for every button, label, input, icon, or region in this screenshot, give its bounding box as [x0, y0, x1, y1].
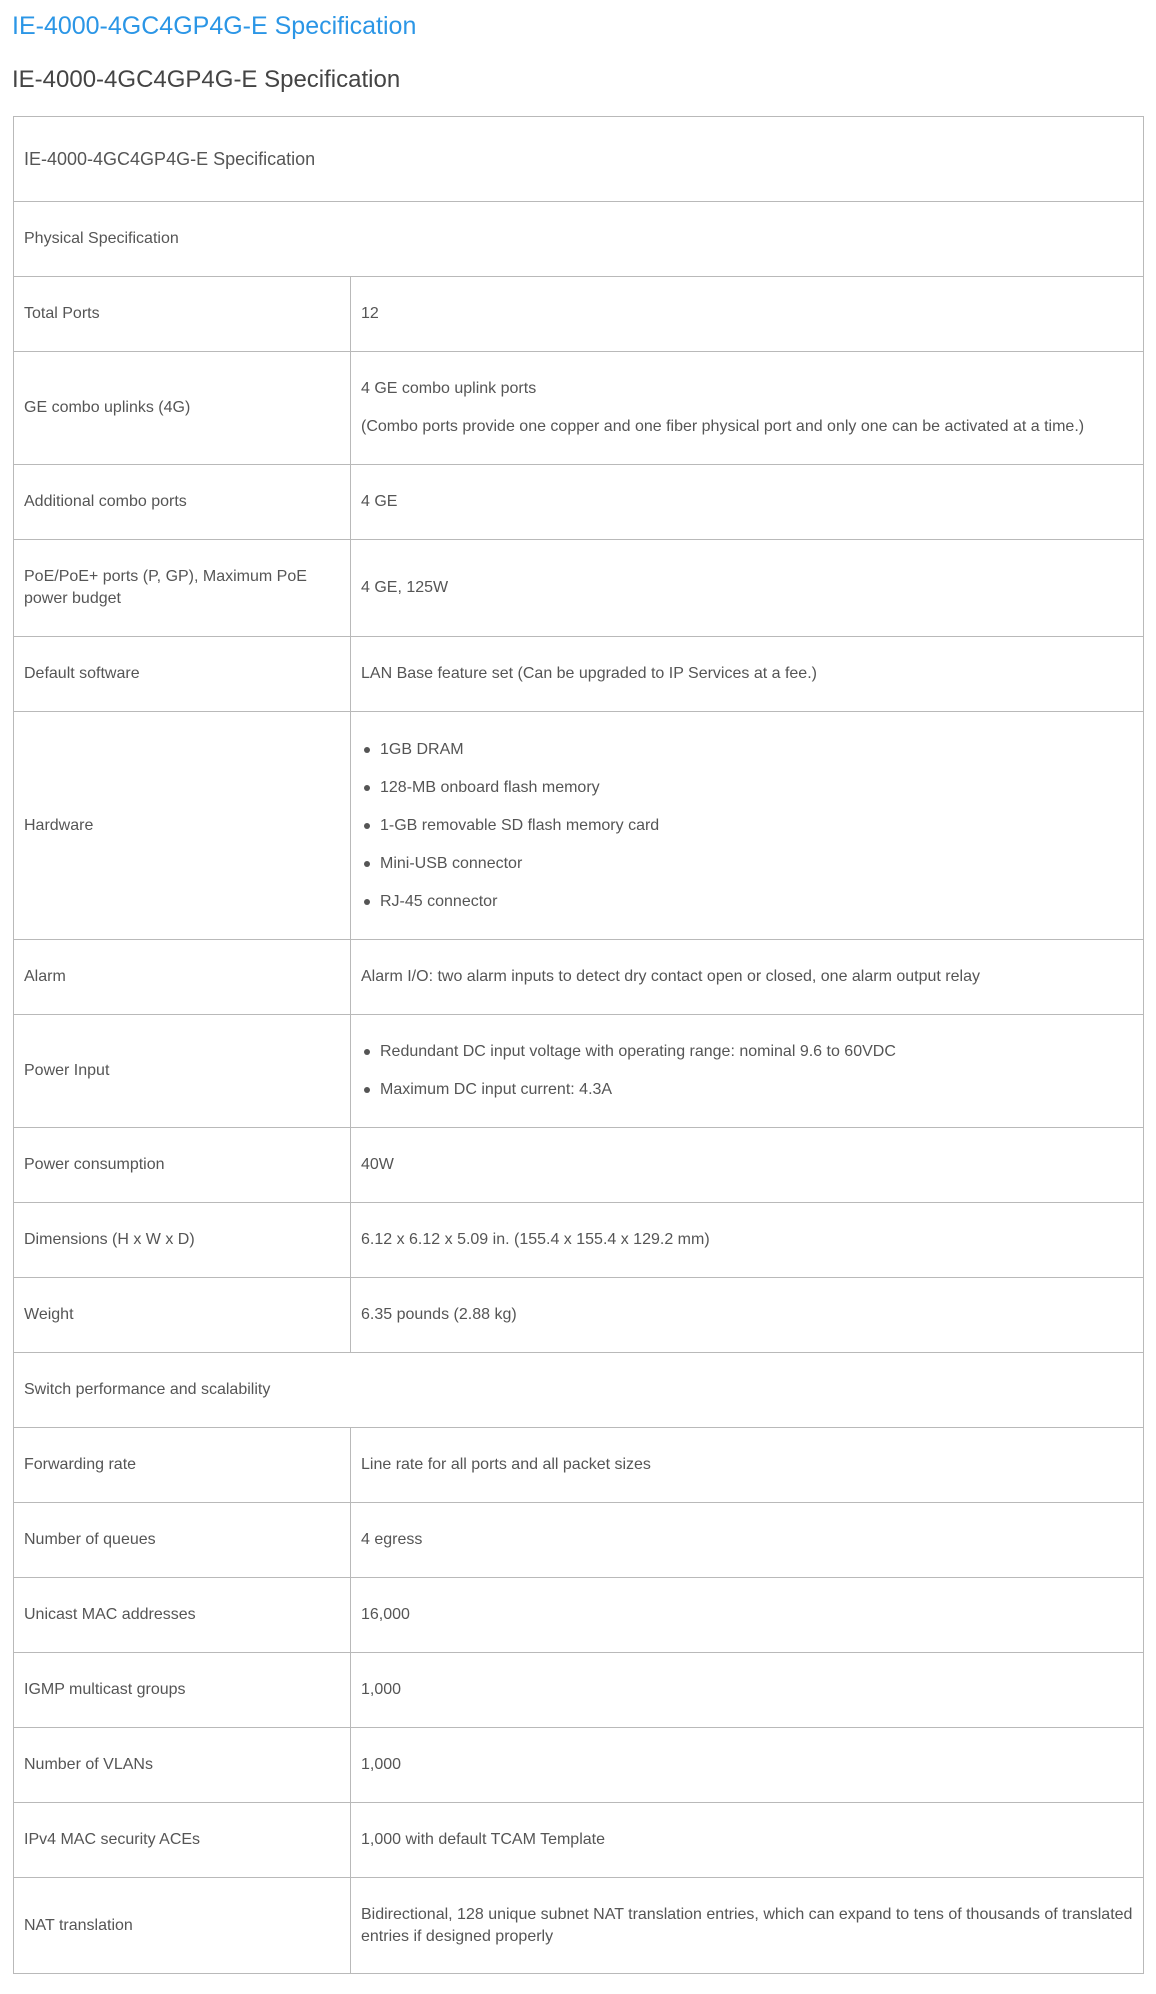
row-label: Additional combo ports — [14, 465, 351, 540]
row-label: Forwarding rate — [14, 1428, 351, 1503]
table-row — [14, 352, 1144, 465]
table-row — [14, 540, 1144, 637]
table-row — [14, 1878, 1144, 1974]
row-value-line: 4 GE combo uplink ports — [361, 380, 537, 397]
page-title: IE-4000-4GC4GP4G-E Specification — [12, 66, 401, 93]
row-value: Line rate for all ports and all packet sizes — [351, 1428, 1144, 1503]
row-value: Bidirectional, 128 unique subnet NAT translation entries, which can expand to tens of thousands of translated entries if designed properly — [351, 1878, 1144, 1974]
table-row — [14, 1728, 1144, 1803]
row-value-line: (Combo ports provide one copper and one fiber physical port and only one can be activated at a time.) — [361, 418, 1085, 435]
row-label: IPv4 MAC security ACEs — [14, 1803, 351, 1878]
row-label: IGMP multicast groups — [14, 1653, 351, 1728]
row-value — [351, 712, 1144, 940]
row-value: 1,000 with default TCAM Template — [351, 1803, 1144, 1878]
row-label: Number of queues — [14, 1503, 351, 1578]
spec-title-link[interactable]: IE-4000-4GC4GP4G-E Specification — [12, 12, 417, 40]
table-row — [14, 1503, 1144, 1578]
row-label: Dimensions (H x W x D) — [14, 1203, 351, 1278]
row-value: 4 egress — [351, 1503, 1144, 1578]
list-item: Maximum DC input current: 4.3A — [361, 1079, 1133, 1101]
row-label: Hardware — [14, 712, 351, 940]
table-row — [14, 1203, 1144, 1278]
row-value: 4 GE, 125W — [351, 540, 1144, 637]
row-label: PoE/PoE+ ports (P, GP), Maximum PoE power budget — [14, 540, 351, 637]
row-label: Default software — [14, 637, 351, 712]
table-row — [14, 1015, 1144, 1128]
row-value: LAN Base feature set (Can be upgraded to IP Services at a fee.) — [351, 637, 1144, 712]
list-item: Redundant DC input voltage with operating range: nominal 9.6 to 60VDC — [361, 1041, 1133, 1063]
row-value: 16,000 — [351, 1578, 1144, 1653]
row-label: Weight — [14, 1278, 351, 1353]
row-value: 1,000 — [351, 1728, 1144, 1803]
table-title: IE-4000-4GC4GP4G-E Specification — [14, 117, 1144, 202]
table-row — [14, 1653, 1144, 1728]
row-label: Power Input — [14, 1015, 351, 1128]
row-label: NAT translation — [14, 1878, 351, 1974]
row-value — [351, 352, 1144, 465]
row-value: Alarm I/O: two alarm inputs to detect dry contact open or closed, one alarm output relay — [351, 940, 1144, 1015]
list-item: 1GB DRAM — [361, 739, 1133, 761]
section-row-performance — [14, 1353, 1144, 1428]
table-row — [14, 277, 1144, 352]
table-row — [14, 1128, 1144, 1203]
row-label: Power consumption — [14, 1128, 351, 1203]
hardware-list — [361, 739, 1133, 913]
table-row — [14, 940, 1144, 1015]
row-label: Unicast MAC addresses — [14, 1578, 351, 1653]
section-heading-performance: Switch performance and scalability — [14, 1353, 1144, 1428]
table-row — [14, 1428, 1144, 1503]
list-item: 1-GB removable SD flash memory card — [361, 815, 1133, 837]
row-label: Total Ports — [14, 277, 351, 352]
table-row — [14, 1278, 1144, 1353]
row-value — [351, 1015, 1144, 1128]
row-label: GE combo uplinks (4G) — [14, 352, 351, 465]
row-value: 6.12 x 6.12 x 5.09 in. (155.4 x 155.4 x 129.2 mm) — [351, 1203, 1144, 1278]
spec-table — [13, 116, 1144, 1974]
row-value: 1,000 — [351, 1653, 1144, 1728]
table-title-row — [14, 117, 1144, 202]
row-label: Alarm — [14, 940, 351, 1015]
list-item: RJ-45 connector — [361, 891, 1133, 913]
row-value: 40W — [351, 1128, 1144, 1203]
table-row — [14, 637, 1144, 712]
row-value: 4 GE — [351, 465, 1144, 540]
section-heading-physical: Physical Specification — [14, 202, 1144, 277]
power-input-list — [361, 1041, 1133, 1101]
row-value: 6.35 pounds (2.88 kg) — [351, 1278, 1144, 1353]
table-row — [14, 712, 1144, 940]
list-item: 128-MB onboard flash memory — [361, 777, 1133, 799]
row-value: 12 — [351, 277, 1144, 352]
row-label: Number of VLANs — [14, 1728, 351, 1803]
table-row — [14, 1578, 1144, 1653]
table-row — [14, 465, 1144, 540]
table-row — [14, 1803, 1144, 1878]
section-row-physical — [14, 202, 1144, 277]
list-item: Mini-USB connector — [361, 853, 1133, 875]
